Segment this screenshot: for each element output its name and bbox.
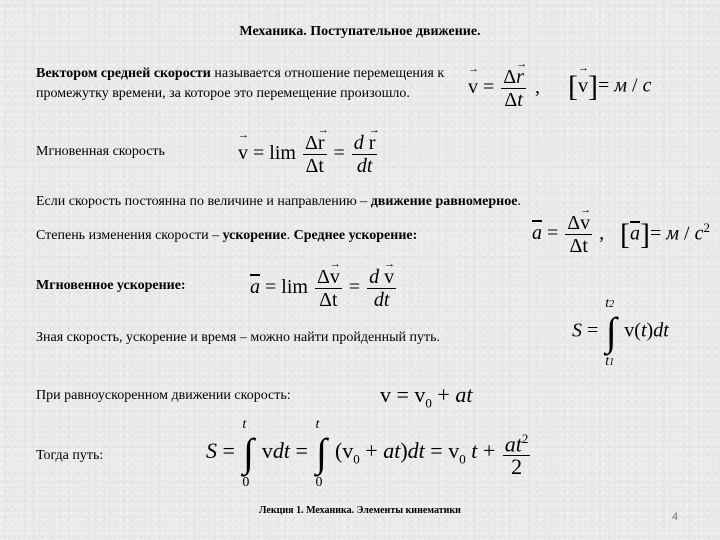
average-velocity-term: Вектором средней скорости <box>36 66 211 81</box>
instant-velocity-label: Мгновенная скорость <box>36 144 165 159</box>
uniform-motion-text: Если скорость постоянна по величине и направлению – движение равномерное. <box>36 194 521 209</box>
uniform-acceleration-text: При равноускоренном движении скорость: <box>36 388 291 403</box>
path-text: Зная скорость, ускорение и время – можно найти пройденный путь. <box>36 330 441 345</box>
average-acceleration-formula: $\overline{a}$ = $\frac{\Delta\to v}{\Delta t}$ , <box>532 212 604 257</box>
path-label: Тогда путь: <box>36 448 104 463</box>
average-velocity-formula: → v = $\frac{\Delta\to r}{\Delta t}$ , <box>468 66 540 111</box>
instant-acceleration-label: Мгновенное ускорение: <box>36 278 186 293</box>
acceleration-unit-formula: $[\overline{a}]= м / с^2$ <box>620 218 710 251</box>
velocity-equation: $v = v_0$ + at <box>380 382 473 411</box>
instant-velocity-formula: → v = lim $\frac{\Delta\to r}{\Delta t}$ = $\frac{d \to r}{dt}$ <box>238 132 379 177</box>
average-velocity-definition <box>36 64 456 104</box>
average-velocity-text: называется отношение перемещения к промежутку времени, за которое это перемещение произошло. <box>36 66 445 101</box>
page-number: 4 <box>672 511 679 523</box>
page-title: Механика. Поступательное движение. <box>239 24 481 39</box>
average-acceleration-text: Степень изменения скорости – ускорение. Среднее ускорение: <box>36 228 418 243</box>
instant-acceleration-formula: $\overline{a} = \lim$ $\frac{\Delta\to v}{\Delta t}$ = $\frac{d \to v}{dt}$ <box>250 266 398 311</box>
velocity-unit-formula: [→ v]= м / с <box>568 70 652 104</box>
path-equation: S = t ∫ 0 vdt = t ∫ 0 $(v_0 + at)dt = v_0$ t + $\frac{at^2}{2}$ <box>206 417 529 491</box>
footer-lecture: Лекция 1. Механика. Элементы кинематики <box>259 505 461 516</box>
path-integral-formula: S = t2 ∫ t1 v(t)dt <box>572 296 669 369</box>
